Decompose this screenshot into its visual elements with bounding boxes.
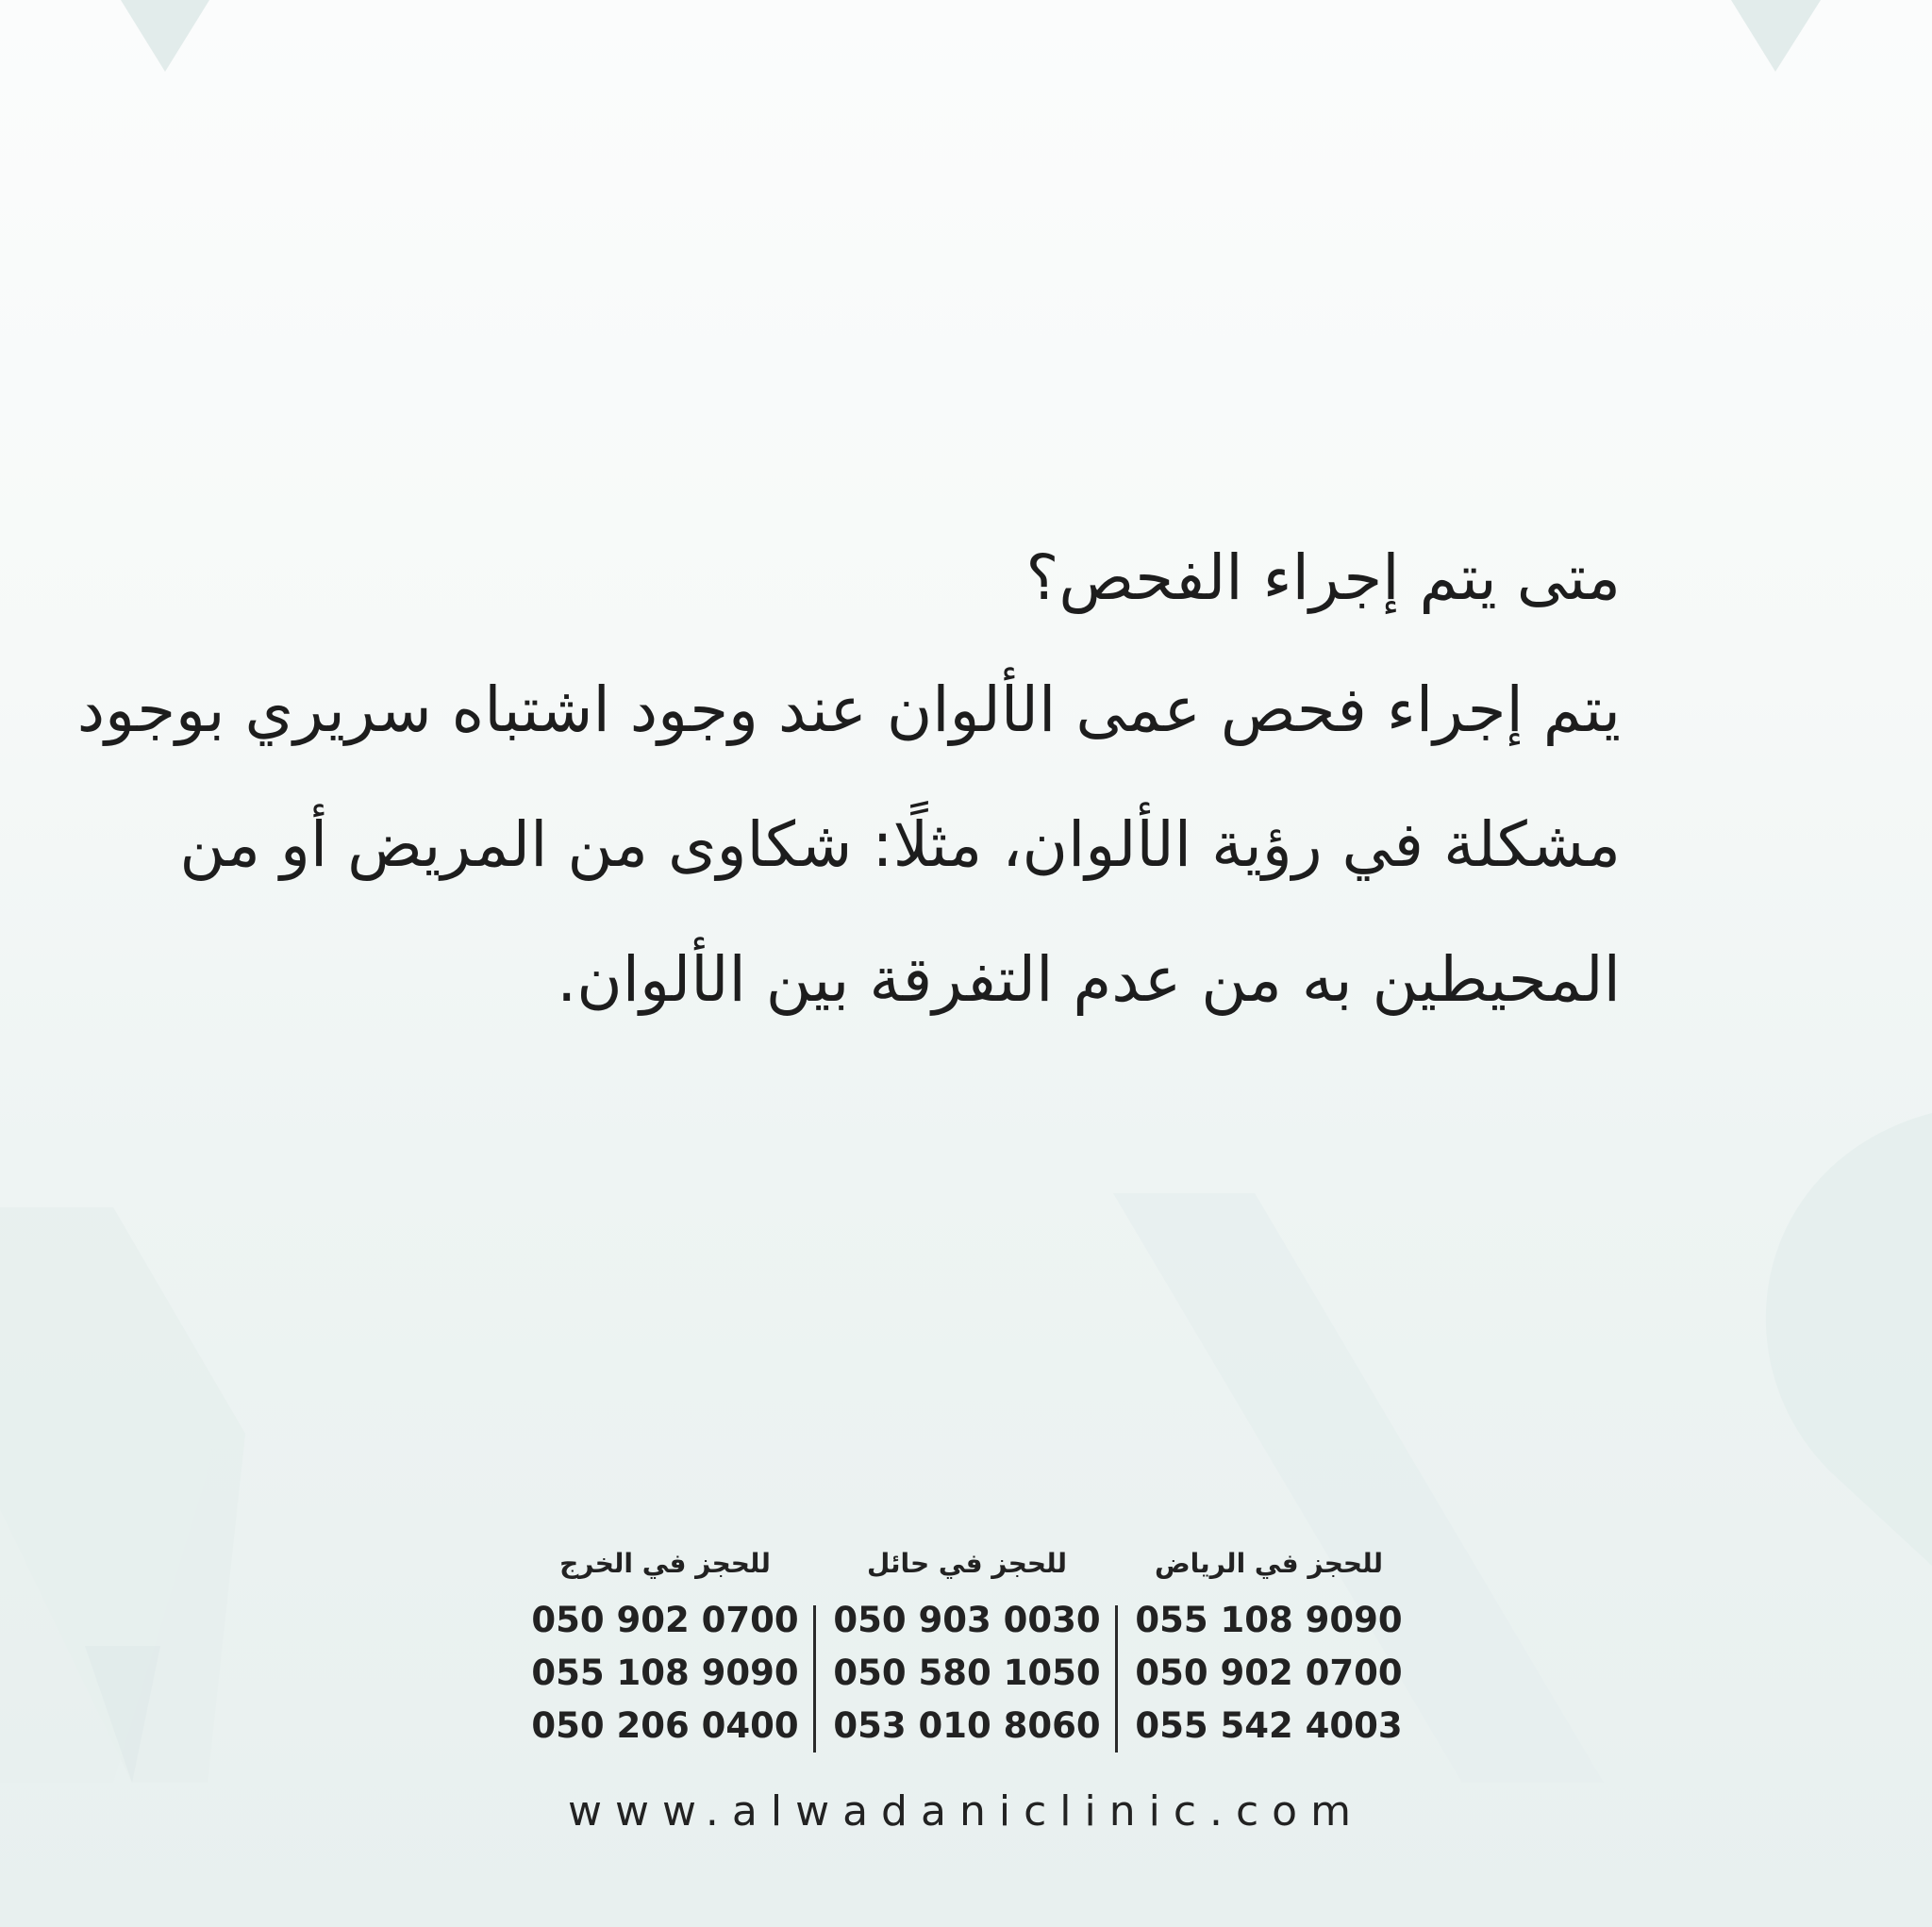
right-edge-curve — [1766, 1113, 1932, 1566]
top-right-chevron — [1731, 0, 1821, 72]
branch-title: للحجز في حائل — [866, 1548, 1068, 1579]
phone-number[interactable]: 050 580 1050 — [833, 1653, 1101, 1693]
booking-contacts — [514, 1537, 1420, 1754]
website-link[interactable]: www.alwadaniclinic.com — [568, 1787, 1364, 1836]
phone-number[interactable]: 050 903 0030 — [833, 1600, 1101, 1640]
branch-title: للحجز في الخرج — [559, 1548, 771, 1579]
phone-number[interactable]: 055 542 4003 — [1135, 1705, 1403, 1746]
branch-title: للحجز في الرياض — [1154, 1548, 1384, 1579]
top-left-chevron — [121, 0, 209, 72]
answer-paragraph: يتم إجراء فحص عمى الألوان عند وجود اشتباه سريري بوجود مشكلة في رؤية الألوان، مثلًا: شكاوى من المريض أو من المحيطين به من عدم التفرقة بين الألوان. — [76, 673, 1621, 1016]
branch-kharj — [514, 1537, 816, 1754]
phone-number[interactable]: 053 010 8060 — [833, 1705, 1101, 1746]
phone-number[interactable]: 050 902 0700 — [1135, 1653, 1403, 1693]
phone-number[interactable]: 050 206 0400 — [531, 1705, 799, 1746]
phone-number[interactable]: 050 902 0700 — [531, 1600, 799, 1640]
question-heading: متى يتم إجراء الفحص؟ — [1025, 541, 1621, 614]
branch-riyadh — [1118, 1537, 1420, 1754]
phone-number[interactable]: 055 108 9090 — [531, 1653, 799, 1693]
branch-hail — [816, 1537, 1118, 1754]
phone-number[interactable]: 055 108 9090 — [1135, 1600, 1403, 1640]
